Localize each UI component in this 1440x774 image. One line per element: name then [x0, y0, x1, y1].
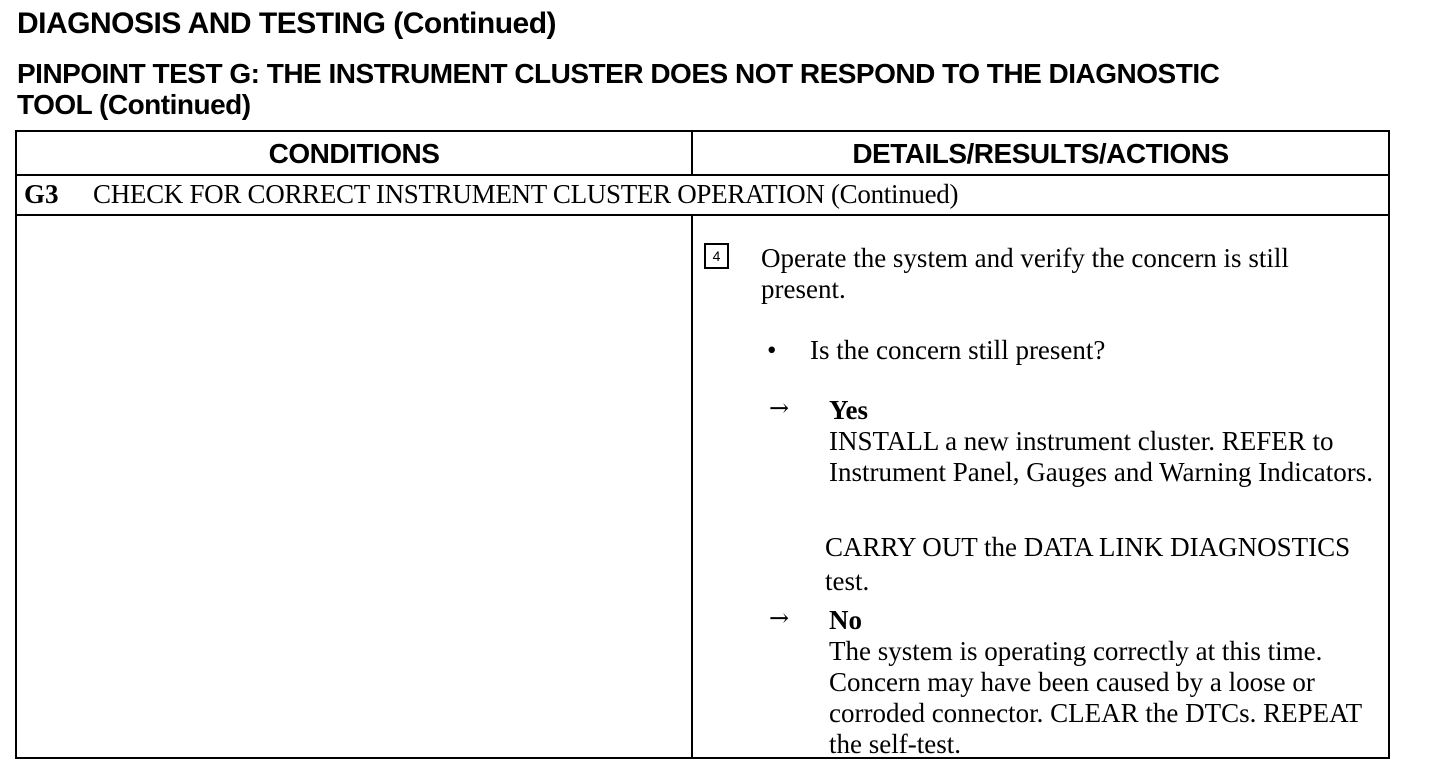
step-title: CHECK FOR CORRECT INSTRUMENT CLUSTER OPERATION (Continued) — [93, 179, 959, 209]
no-label: No — [829, 605, 862, 635]
pinpoint-test-title-line2: TOOL (Continued) — [17, 89, 251, 120]
question-text: Is the concern still present? — [810, 335, 1106, 365]
header-conditions: CONDITIONS — [268, 138, 440, 169]
no-result-text: The system is operating correctly at this time. Concern may have been caused by a loose or corroded connector. CLEAR the DTCs. REPEAT the self-test. — [829, 636, 1362, 759]
diagnostic-table — [15, 130, 1390, 759]
column-divider-header — [691, 132, 693, 174]
yes-extra-text: CARRY OUT the DATA LINK DIAGNOSTICS test. — [825, 532, 1351, 596]
no-arrow-icon: → — [769, 604, 790, 632]
step-row — [17, 174, 1388, 216]
header-details-results-actions: DETAILS/RESULTS/ACTIONS — [852, 138, 1229, 169]
yes-label: Yes — [829, 395, 868, 425]
bullet-icon: • — [767, 335, 777, 365]
action-instruction: Operate the system and verify the concern is still present. — [761, 243, 1289, 304]
pinpoint-test-title-line1: PINPOINT TEST G: THE INSTRUMENT CLUSTER DOES NOT RESPOND TO THE DIAGNOSTIC — [17, 58, 1220, 89]
step-id: G3 — [24, 179, 59, 209]
step-number-box: 4 — [704, 243, 729, 269]
yes-arrow-icon: → — [769, 394, 790, 422]
pinpoint-test-title — [17, 58, 1397, 120]
column-divider-body — [691, 216, 693, 757]
table-header-row — [17, 132, 1388, 176]
yes-result-text: INSTALL a new instrument cluster. REFER to Instrument Panel, Gauges and Warning Indicators. — [829, 426, 1373, 487]
section-title: DIAGNOSIS AND TESTING (Continued) — [17, 7, 557, 40]
